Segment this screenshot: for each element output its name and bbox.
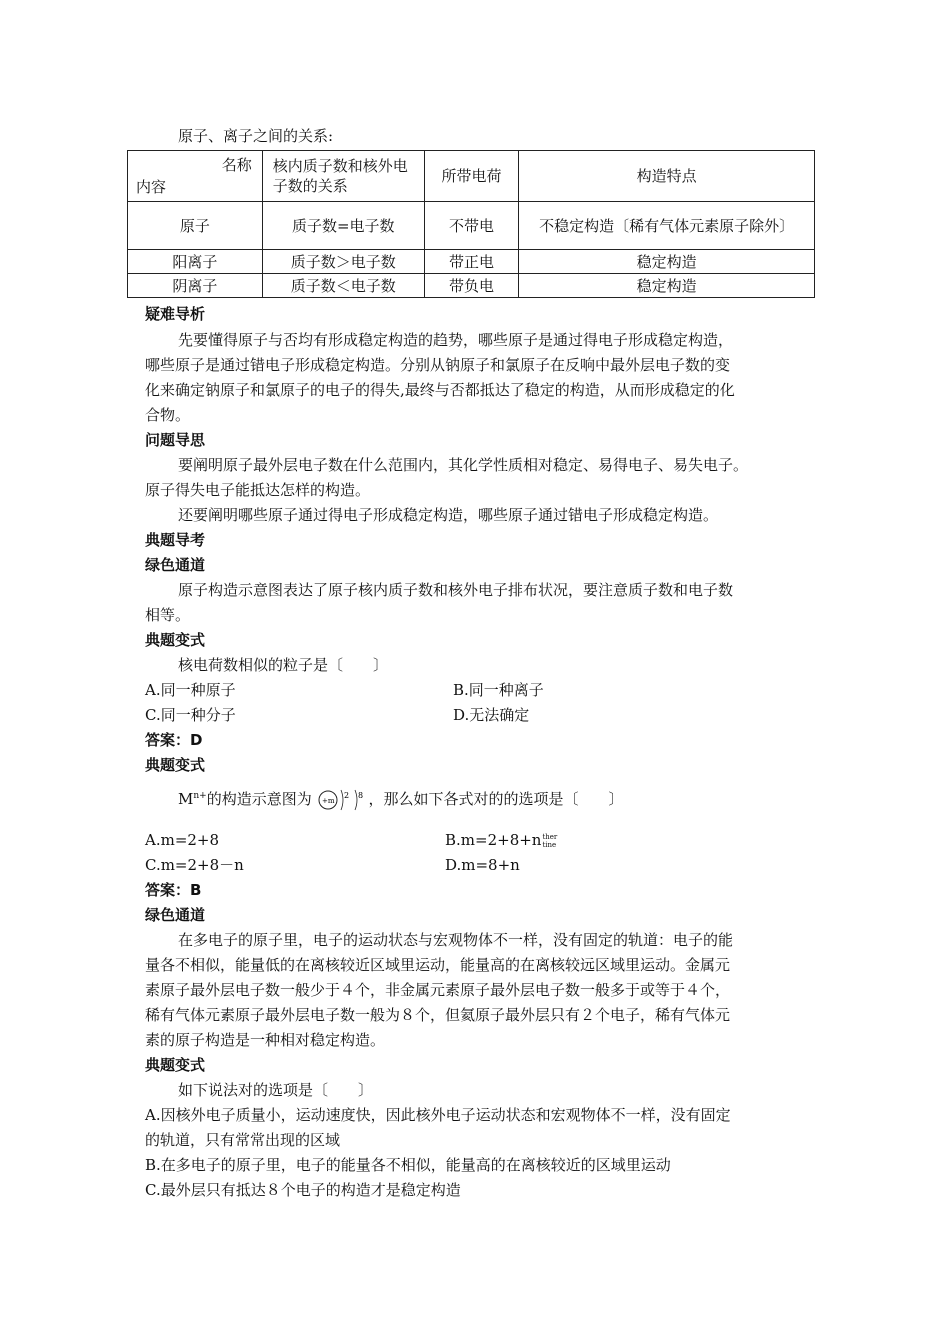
q2-text-end: ，那么如下各式对的的选项是〔 〕 [368,790,624,808]
option-c: C.最外层只有抵达８个电子的构造才是稳定构造 [145,1181,461,1199]
section-heading: 疑难导析 [145,305,206,323]
section-heading: 绿色通道 [145,906,206,924]
option-b: B.在多电子的原子里，电子的能量各不相似，能量高的在离核较近的区域里运动 [145,1156,671,1174]
q2-text: 的构造示意图为 [206,790,312,808]
answer-text [145,880,201,900]
option-b: B.同一种离子 [453,681,544,699]
table-cell: 不稳定构造〔稀有气体元素原子除外〕 [519,202,815,250]
table-row [128,274,815,298]
q2-charge: n+ [193,791,207,801]
paragraph-line: 素的原子构造是一种相对稳定构造。 [145,1031,386,1049]
paragraph-line: 先要懂得原子与否均有形成稳定构造的趋势，哪些原子是通过得电子形成稳定构造， [178,331,734,349]
paragraph-line: 化来确定钠原子和氯原子的电子的得失,最终与否都抵达了稳定的构造，从而形成稳定的化 [145,381,735,399]
paragraph-line: 合物。 [145,406,191,424]
relation-table [127,150,815,298]
option-a: A.同一种原子 [145,681,236,699]
table-corner-cell [128,151,263,202]
table-cell: 阴离子 [128,274,263,298]
section-heading: 典题变式 [145,756,206,774]
table-header-row [128,151,815,202]
corner-top-label: 名称 [221,156,252,174]
table-cell: 阳离子 [128,250,263,274]
table-cell: 质子数＞电子数 [262,250,424,274]
paragraph-line: 稀有气体元素原子最外层电子数一般为８个，但氦原子最外层只有２个电子，稀有气体元 [145,1006,731,1024]
section-heading: 典题导考 [145,531,206,549]
nucleus-label: +m [321,797,335,805]
option-a-continued: 的轨道，只有常常出现的区域 [145,1131,341,1149]
paragraph-line: 要阐明原子最外层电子数在什么范围内，其化学性质相对稳定、易得电子、易失电子。 [178,456,749,474]
section-heading: 典题变式 [145,1056,206,1074]
question-text: 如下说法对的选项是〔 〕 [178,1081,374,1099]
option-d: D.无法确定 [453,706,530,724]
corner-bottom-label: 内容 [136,178,167,196]
paragraph-line: 量各不相似，能量低的在离核较近区域里运动，能量高的在离核较远区域里运动。金属元 [145,956,731,974]
table-cell: 带负电 [424,274,519,298]
table-row [128,250,815,274]
table-header-cell: 核内质子数和核外电子数的关系 [262,151,424,202]
option-b-artifact-bottom: tine [542,841,557,849]
option-d: D.m=8+n [445,856,520,874]
paragraph-line: 原子得失电子能抵达怎样的构造。 [145,481,371,499]
shell-1-count: 2 [343,791,349,800]
paragraph-line: 还要阐明哪些原子通过得电子形成稳定构造，哪些原子通过错电子形成稳定构造。 [178,506,719,524]
section-heading: 绿色通道 [145,556,206,574]
option-c: C.m=2+8－n [145,856,244,874]
option-a: A.m=2+8 [145,831,220,849]
section-heading: 典题变式 [145,631,206,649]
answer-label: 答案：B [145,881,202,899]
table-cell: 稳定构造 [519,250,815,274]
atom-structure-diagram [317,786,369,814]
table-cell: 不带电 [424,202,519,250]
question-text: 核电荷数相似的粒子是〔 〕 [178,656,389,674]
option-c: C.同一种分子 [145,706,236,724]
section-heading: 问题导思 [145,431,206,449]
paragraph-line: 原子构造示意图表达了原子核内质子数和核外电子排布状况，要注意质子数和电子数 [178,581,734,599]
table-row [128,202,815,250]
option-b-artifact-top: ther [542,833,558,841]
paragraph-line: 哪些原子是通过错电子形成稳定构造。分别从钠原子和氯原子在反响中最外层电子数的变 [145,356,731,374]
table-cell: 稳定构造 [519,274,815,298]
q2-symbol: M [178,790,194,808]
paragraph-line: 在多电子的原子里，电子的运动状态与宏观物体不一样，没有固定的轨道：电子的能 [178,931,734,949]
answer-text [145,730,202,750]
paragraph-line: 相等。 [145,606,191,624]
table-cell: 原子 [128,202,263,250]
intro-text: 原子、离子之间的关系: [178,127,334,145]
paragraph-line: 素原子最外层电子数一般少于４个，非金属元素原子最外层电子数一般多于或等于４个， [145,981,731,999]
table-header-cell: 构造特点 [519,151,815,202]
option-b-text: B.m=2+8+n [445,831,542,849]
question-text [178,782,624,814]
table-cell: 质子数＜电子数 [262,274,424,298]
table-cell: 带正电 [424,250,519,274]
table-header-cell: 所带电荷 [424,151,519,202]
option-b [445,830,557,850]
option-a: A.因核外电子质量小，运动速度快，因此核外电子运动状态和宏观物体不一样，没有固定 [145,1106,731,1124]
shell-2-count: 8 [357,791,363,800]
table-cell: 质子数=电子数 [262,202,424,250]
answer-label: 答案：D [145,731,203,749]
